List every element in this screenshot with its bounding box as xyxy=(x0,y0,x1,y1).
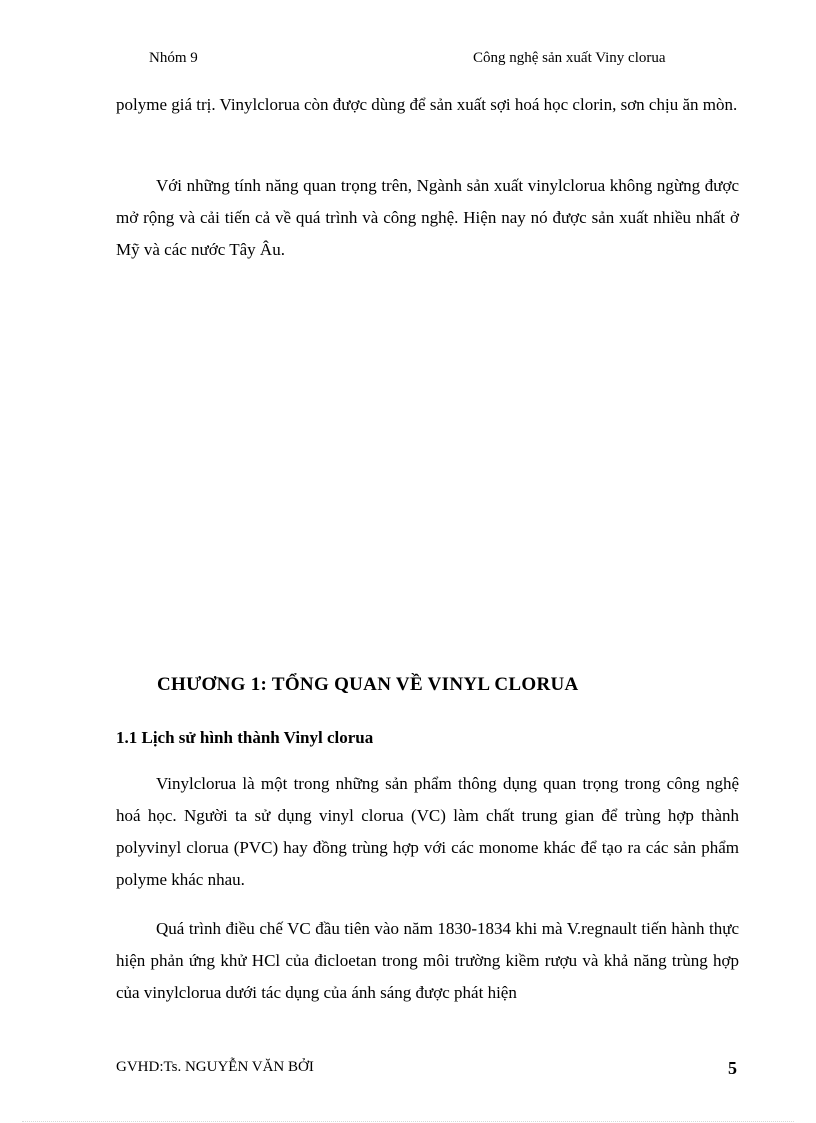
page-bottom-divider xyxy=(22,1121,794,1122)
paragraph-uses-continued: polyme giá trị. Vinylclorua còn được dùng để sản xuất sợi hoá học clorin, sơn chịu ăn mòn. xyxy=(116,95,738,114)
chapter-title: CHƯƠNG 1: TỔNG QUAN VỀ VINYL CLORUA xyxy=(157,674,579,695)
paragraph-vinylclorua-intro: Vinylclorua là một trong những sản phẩm thông dụng quan trọng trong công nghệ hoá học. Người ta sử dụng vinyl clorua (VC) làm chất trung gian để trùng hợp thành polyvinyl clorua (PVC) hay đồng trùng hợp với các monome khác để tạo ra các sản phẩm polyme khác nhau. xyxy=(116,774,739,889)
paragraph-industry-growth: Với những tính năng quan trọng trên, Ngành sản xuất vinylclorua không ngừng được mở rộng và cải tiến cả về quá trình và công nghệ. Hiện nay nó được sản xuất nhiều nhất ở Mỹ và các nước Tây Âu. xyxy=(116,176,739,259)
header-document-title: Công nghệ sản xuất Viny clorua xyxy=(473,50,666,66)
section-title: 1.1 Lịch sử hình thành Vinyl clorua xyxy=(116,728,374,747)
paragraph-history: Quá trình điều chế VC đầu tiên vào năm 1830-1834 khi mà V.regnault tiến hành thực hiện phản ứng khử HCl của đicloetan trong môi trường kiềm rượu và khả năng trùng hợp của vinylclorua dưới tác dụng của ánh sáng được phát hiện xyxy=(116,919,739,1002)
header-group-label: Nhóm 9 xyxy=(149,50,198,66)
footer-page-number: 5 xyxy=(728,1058,737,1078)
footer-instructor: GVHD:Ts. NGUYỄN VĂN BỞI xyxy=(116,1059,314,1075)
